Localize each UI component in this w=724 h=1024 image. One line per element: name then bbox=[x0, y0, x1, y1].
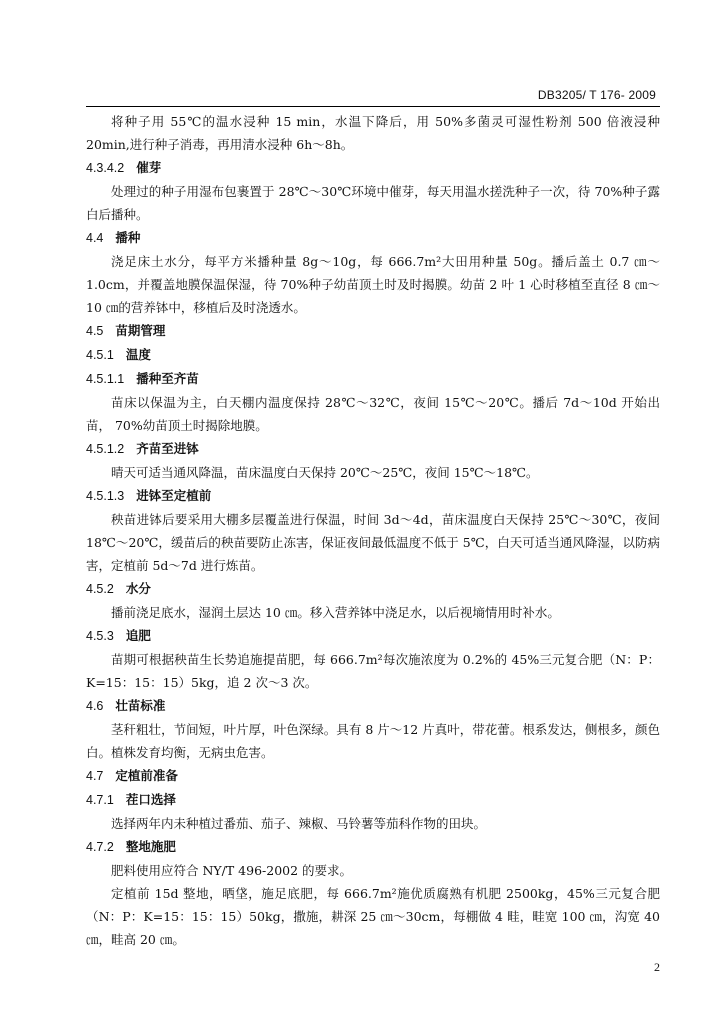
section-number: 4.7.2 bbox=[86, 840, 114, 854]
document-body bbox=[86, 110, 660, 951]
section-number: 4.5.3 bbox=[86, 629, 114, 643]
section-number: 4.3.4.2 bbox=[86, 161, 125, 175]
section-number: 4.4 bbox=[86, 231, 104, 245]
section-title: 播种至齐苗 bbox=[136, 371, 199, 386]
section-title: 整地施肥 bbox=[125, 839, 176, 854]
paragraph: 处理过的种子用湿布包裹置于 28℃～30℃环境中催芽，每天用温水搓洗种子一次，待 70%种子露白后播种。 bbox=[86, 184, 660, 222]
section-number: 4.7 bbox=[86, 769, 104, 783]
section-title: 定植前准备 bbox=[115, 768, 178, 783]
header-rule bbox=[86, 106, 660, 107]
section-title: 播种 bbox=[115, 230, 141, 245]
section-heading bbox=[86, 319, 660, 343]
section-title: 齐苗至进钵 bbox=[136, 441, 199, 456]
page-number: 2 bbox=[654, 960, 660, 974]
section-number: 4.5.2 bbox=[86, 582, 114, 596]
section-number: 4.5.1.2 bbox=[86, 442, 125, 456]
section-heading bbox=[86, 367, 660, 391]
section-number: 4.7.1 bbox=[86, 793, 114, 807]
paragraph: 选择两年内未种植过番茄、茄子、辣椒、马铃薯等茄科作物的田块。 bbox=[111, 816, 487, 831]
section-heading bbox=[86, 343, 660, 367]
paragraph: 苗期可根据秧苗生长势追施提苗肥，每 666.7m²每次施浓度为 0.2%的 45%三元复合肥（N：P：K=15：15：15）5kg，追 2 次～3 次。 bbox=[86, 652, 660, 690]
section-heading bbox=[86, 624, 660, 648]
paragraph: 肥料使用应符合 NY/T 496-2002 的要求。 bbox=[111, 863, 353, 878]
paragraph: 苗床以保温为主，白天棚内温度保持 28℃～32℃，夜间 15℃～20℃。播后 7d～10d 开始出苗， 70%幼苗顶土时揭除地膜。 bbox=[86, 395, 660, 433]
section-heading bbox=[86, 156, 660, 180]
section-title: 追肥 bbox=[125, 628, 151, 643]
section-number: 4.5 bbox=[86, 324, 104, 338]
section-title: 进钵至定植前 bbox=[136, 488, 212, 503]
section-heading bbox=[86, 437, 660, 461]
section-title: 茬口选择 bbox=[125, 792, 176, 807]
section-heading bbox=[86, 577, 660, 601]
section-title: 水分 bbox=[125, 581, 151, 596]
paragraph: 茎秆粗壮，节间短，叶片厚，叶色深绿。具有 8 片～12 片真叶，带花蕾。根系发达，侧根多，颜色白。植株发育均衡，无病虫危害。 bbox=[86, 722, 660, 760]
section-heading bbox=[86, 835, 660, 859]
section-heading bbox=[86, 484, 660, 508]
section-heading bbox=[86, 226, 660, 250]
section-number: 4.5.1.3 bbox=[86, 489, 125, 503]
paragraph: 浇足床土水分，每平方米播种量 8g～10g，每 666.7m²大田用种量 50g。播后盖土 0.7 ㎝～1.0cm，并覆盖地膜保温保湿，待 70%种子幼苗顶土时及时揭膜。幼苗 2 叶 1 心时移植至直径 8 ㎝～10 ㎝的营养钵中，移植后及时浇透水。 bbox=[86, 254, 660, 315]
section-number: 4.5.1.1 bbox=[86, 372, 125, 386]
paragraph: 定植前 15d 整地，晒垡，施足底肥，每 666.7m²施优质腐熟有机肥 2500kg，45%三元复合肥（N：P：K=15：15：15）50kg，撒施，耕深 25 ㎝～30cm，每棚做 4 畦，畦宽 100 ㎝，沟宽 40 ㎝，畦高 20 ㎝。 bbox=[86, 886, 660, 947]
section-title: 催芽 bbox=[136, 160, 162, 175]
paragraph: 将种子用 55℃的温水浸种 15 min，水温下降后，用 50%多菌灵可湿性粉剂 500 倍液浸种 20min,进行种子消毒，再用清水浸种 6h～8h。 bbox=[86, 114, 660, 152]
section-heading bbox=[86, 788, 660, 812]
document-code: DB3205/ T 176- 2009 bbox=[537, 88, 656, 102]
section-title: 壮苗标准 bbox=[115, 698, 166, 713]
section-heading bbox=[86, 764, 660, 788]
paragraph: 秧苗进钵后要采用大棚多层覆盖进行保温，时间 3d～4d，苗床温度白天保持 25℃～30℃，夜间 18℃～20℃，缓苗后的秧苗要防止冻害，保证夜间最低温度不低于 5℃，白天可适当通风降湿，以防病害，定植前 5d～7d 进行炼苗。 bbox=[86, 512, 660, 573]
section-title: 温度 bbox=[125, 347, 151, 362]
paragraph: 播前浇足底水，湿润土层达 10 ㎝。移入营养钵中浇足水，以后视墒情用时补水。 bbox=[111, 605, 560, 620]
section-number: 4.6 bbox=[86, 699, 104, 713]
section-heading bbox=[86, 694, 660, 718]
section-title: 苗期管理 bbox=[115, 323, 166, 338]
paragraph: 晴天可适当通风降温，苗床温度白天保持 20℃～25℃，夜间 15℃～18℃。 bbox=[111, 465, 539, 480]
section-number: 4.5.1 bbox=[86, 348, 114, 362]
